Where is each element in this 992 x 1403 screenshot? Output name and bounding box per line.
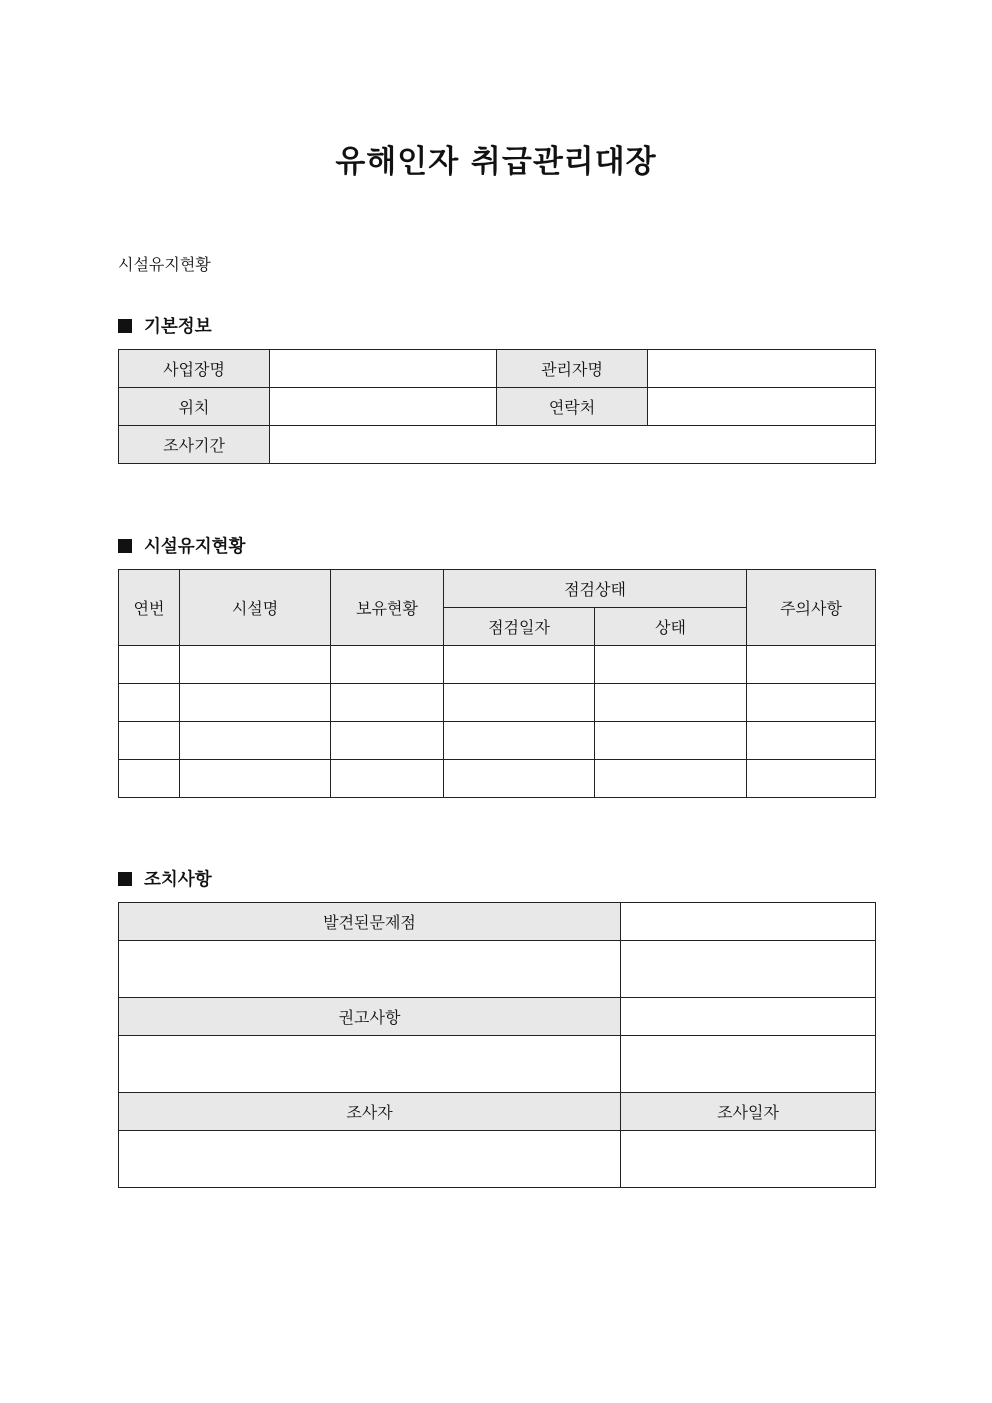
basic-info-table (118, 349, 876, 464)
table-cell[interactable] (747, 722, 876, 760)
site-name-label: 사업장명 (119, 350, 270, 388)
table-cell[interactable] (621, 903, 876, 941)
facility-table (118, 569, 876, 798)
table-cell[interactable] (595, 646, 747, 684)
table-cell[interactable] (331, 684, 444, 722)
document-subtitle: 시설유지현황 (118, 255, 211, 274)
contact-label: 연락처 (497, 388, 648, 426)
inspection-status-header: 점검상태 (444, 570, 747, 608)
manager-label: 관리자명 (497, 350, 648, 388)
square-bullet-icon (118, 539, 132, 553)
table-cell[interactable] (595, 684, 747, 722)
recommendations-label: 권고사항 (119, 998, 621, 1036)
survey-date-field[interactable] (621, 1131, 876, 1188)
table-cell[interactable] (621, 1036, 876, 1093)
surveyor-label: 조사자 (119, 1093, 621, 1131)
table-cell[interactable] (621, 941, 876, 998)
table-row (119, 1131, 876, 1188)
survey-period-field[interactable] (270, 426, 876, 464)
serial-header: 연번 (119, 570, 180, 646)
table-row (119, 941, 876, 998)
holding-status-header: 보유현황 (331, 570, 444, 646)
table-row (119, 1036, 876, 1093)
table-cell[interactable] (444, 760, 595, 798)
site-name-field[interactable] (270, 350, 497, 388)
inspection-date-header: 점검일자 (444, 608, 595, 646)
table-row (119, 646, 876, 684)
table-cell[interactable] (119, 646, 180, 684)
table-row (119, 998, 876, 1036)
table-cell[interactable] (331, 722, 444, 760)
precautions-header: 주의사항 (747, 570, 876, 646)
table-cell[interactable] (444, 646, 595, 684)
table-cell[interactable] (747, 646, 876, 684)
table-cell[interactable] (747, 760, 876, 798)
table-row (119, 350, 876, 388)
table-cell[interactable] (747, 684, 876, 722)
table-cell[interactable] (180, 722, 331, 760)
table-row (119, 760, 876, 798)
square-bullet-icon (118, 319, 132, 333)
table-cell[interactable] (595, 722, 747, 760)
table-cell[interactable] (331, 646, 444, 684)
table-cell[interactable] (444, 722, 595, 760)
table-cell[interactable] (331, 760, 444, 798)
survey-date-label: 조사일자 (621, 1093, 876, 1131)
table-row (119, 1093, 876, 1131)
manager-field[interactable] (648, 350, 876, 388)
section-heading-label: 조치사항 (144, 870, 212, 890)
table-cell[interactable] (119, 760, 180, 798)
table-row (119, 684, 876, 722)
table-row (119, 722, 876, 760)
section-heading-label: 기본정보 (144, 317, 212, 337)
table-cell[interactable] (595, 760, 747, 798)
table-row (119, 388, 876, 426)
surveyor-field[interactable] (119, 1131, 621, 1188)
recommendations-field[interactable] (119, 1036, 621, 1093)
location-field[interactable] (270, 388, 497, 426)
section-heading-basic-info (118, 313, 212, 338)
contact-field[interactable] (648, 388, 876, 426)
table-cell[interactable] (119, 684, 180, 722)
survey-period-label: 조사기간 (119, 426, 270, 464)
actions-table (118, 902, 876, 1188)
table-cell[interactable] (119, 722, 180, 760)
table-cell[interactable] (180, 684, 331, 722)
table-row (119, 903, 876, 941)
condition-header: 상태 (595, 608, 747, 646)
location-label: 위치 (119, 388, 270, 426)
section-heading-facility (118, 533, 245, 558)
table-cell[interactable] (621, 998, 876, 1036)
table-cell[interactable] (180, 760, 331, 798)
section-heading-label: 시설유지현황 (144, 537, 246, 557)
table-cell[interactable] (444, 684, 595, 722)
problems-found-label: 발견된문제점 (119, 903, 621, 941)
section-heading-actions (118, 866, 212, 891)
facility-name-header: 시설명 (180, 570, 331, 646)
table-header-row (119, 570, 876, 608)
document-title: 유해인자 취급관리대장 (335, 144, 657, 180)
table-row (119, 426, 876, 464)
square-bullet-icon (118, 872, 132, 886)
table-cell[interactable] (180, 646, 331, 684)
problems-found-field[interactable] (119, 941, 621, 998)
